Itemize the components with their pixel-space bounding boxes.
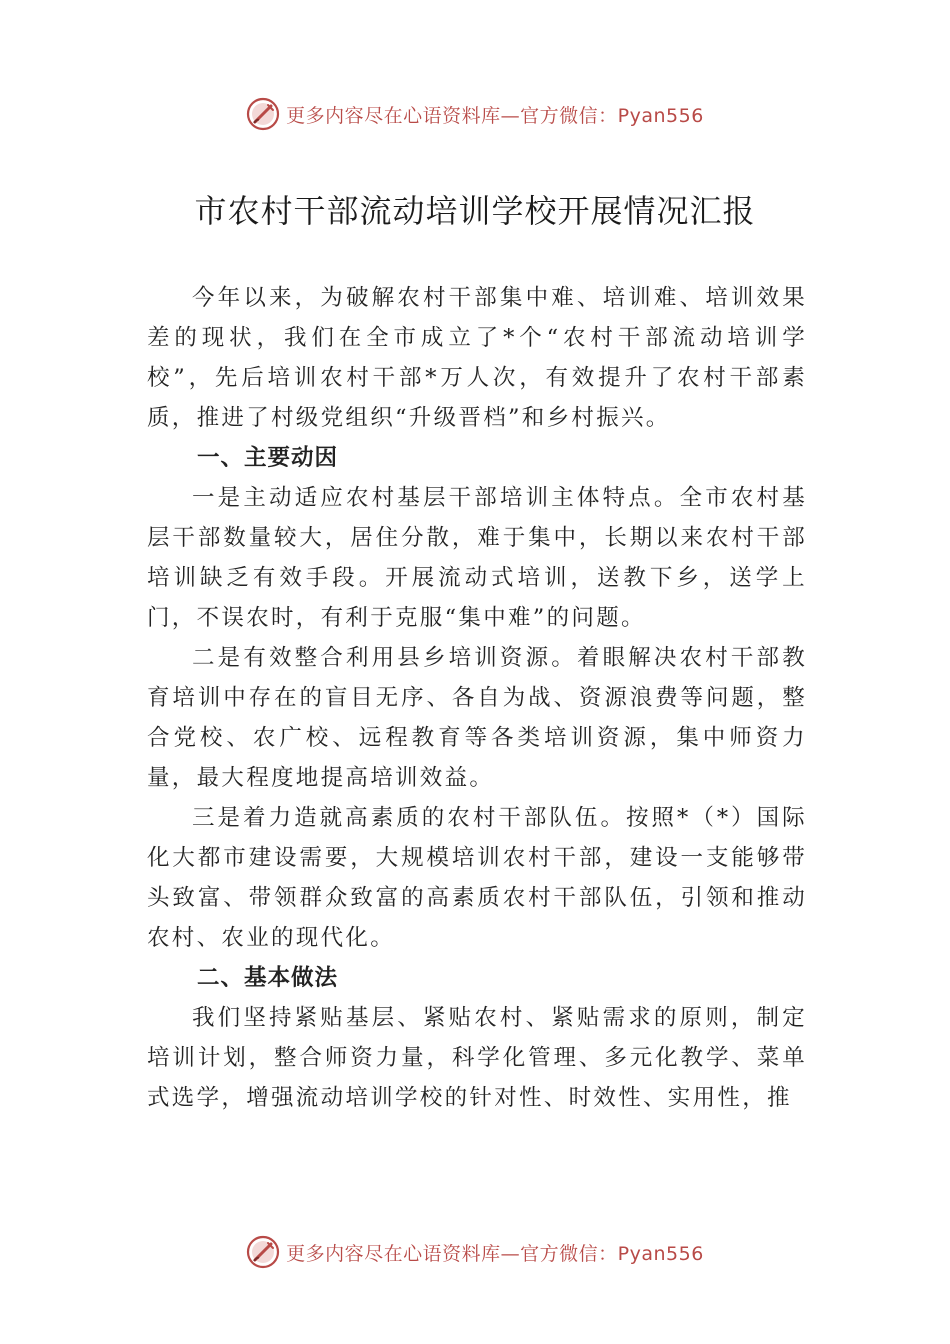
section1-paragraph-1: 一是主动适应农村基层干部培训主体特点。全市农村基层干部数量较大，居住分散，难于集中，长期以来农村干部培训缺乏有效手段。开展流动式培训，送教下乡，送学上门，不误农时，有利于克服“集中难”的问题。	[147, 485, 807, 631]
section1-paragraph-2: 二是有效整合利用县乡培训资源。着眼解决农村干部教育培训中存在的盲目无序、各自为战、资源浪费等问题，整合党校、农广校、远程教育等各类培训资源，集中师资力量，最大程度地提高培训效益。	[147, 645, 807, 791]
section2-paragraph-1: 我们坚持紧贴基层、紧贴农村、紧贴需求的原则，制定培训计划，整合师资力量，科学化管理、多元化教学、菜单式选学，增强流动培训学校的针对性、时效性、实用性，推	[147, 1005, 807, 1111]
brush-seal-icon	[246, 97, 280, 131]
brush-seal-icon	[246, 1235, 280, 1269]
section-heading-1: 一、主要动因	[197, 445, 339, 471]
wechat-id: Pyan556	[617, 104, 704, 127]
header-watermark	[0, 94, 950, 134]
document-title: 市农村干部流动培训学校开展情况汇报	[194, 192, 756, 230]
watermark-text: 更多内容尽在心语资料库—官方微信：Pyan556	[286, 104, 704, 127]
wechat-id: Pyan556	[617, 1242, 704, 1265]
footer-watermark	[0, 1232, 950, 1272]
watermark-text: 更多内容尽在心语资料库—官方微信：Pyan556	[286, 1242, 704, 1265]
section1-paragraph-3: 三是着力造就高素质的农村干部队伍。按照*（*）国际化大都市建设需要，大规模培训农村干部，建设一支能够带头致富、带领群众致富的高素质农村干部队伍，引领和推动农村、农业的现代化。	[147, 805, 807, 951]
intro-paragraph: 今年以来，为破解农村干部集中难、培训难、培训效果差的现状，我们在全市成立了*个“农村干部流动培训学校”，先后培训农村干部*万人次，有效提升了农村干部素质，推进了村级党组织“升级晋档”和乡村振兴。	[147, 285, 807, 431]
document-body	[147, 278, 807, 1118]
section-heading-2: 二、基本做法	[197, 965, 339, 991]
